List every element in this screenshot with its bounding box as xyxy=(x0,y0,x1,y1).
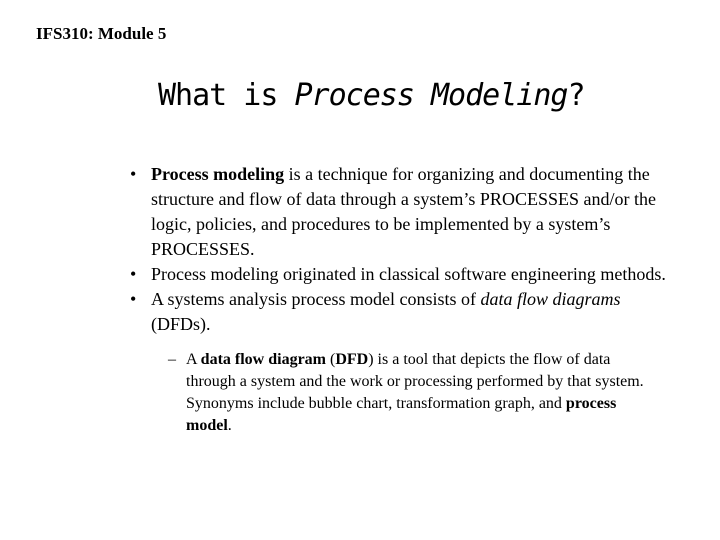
bullet-bold-term: Process modeling xyxy=(151,164,285,184)
sub-text: ) is a tool that depicts the flow of data through a system and the work or processing performed by that system. Synonyms include bubble chart, transformation graph, and xyxy=(186,351,644,412)
bullet-marker: • xyxy=(130,264,137,284)
bullet-item xyxy=(130,262,670,287)
sub-bullet-item xyxy=(168,349,656,437)
bullet-item xyxy=(130,287,670,337)
sub-bold-term: DFD xyxy=(335,351,369,368)
bullet-text: (DFDs). xyxy=(151,314,211,334)
bullet-item xyxy=(130,162,670,262)
bullet-marker: • xyxy=(130,164,137,184)
title-italic: Process Modeling xyxy=(294,78,568,113)
bullet-marker: • xyxy=(130,289,137,309)
slide-title xyxy=(158,78,585,113)
bullet-text: is a technique for organizing and documenting the structure and flow of data through a system’s PROCESSES and/or the logic, policies, and procedures to be implemented by a system’s PROCESSES. xyxy=(151,164,656,259)
bullet-text: Process modeling originated in classical software engineering methods. xyxy=(151,264,666,284)
bullet-italic-term: data flow diagrams xyxy=(480,289,621,309)
title-plain: What is xyxy=(158,78,295,113)
sub-text: A xyxy=(186,351,201,368)
sub-bold-term: data flow diagram xyxy=(200,351,326,368)
sub-bullet-marker: – xyxy=(168,351,176,368)
course-header: IFS310: Module 5 xyxy=(36,24,167,43)
sub-bold-term: process model xyxy=(186,395,617,434)
sub-text: . xyxy=(227,417,232,434)
bullet-list xyxy=(130,162,670,437)
sub-text: ( xyxy=(326,351,336,368)
title-end: ? xyxy=(567,78,585,113)
bullet-text: A systems analysis process model consists of xyxy=(151,289,481,309)
